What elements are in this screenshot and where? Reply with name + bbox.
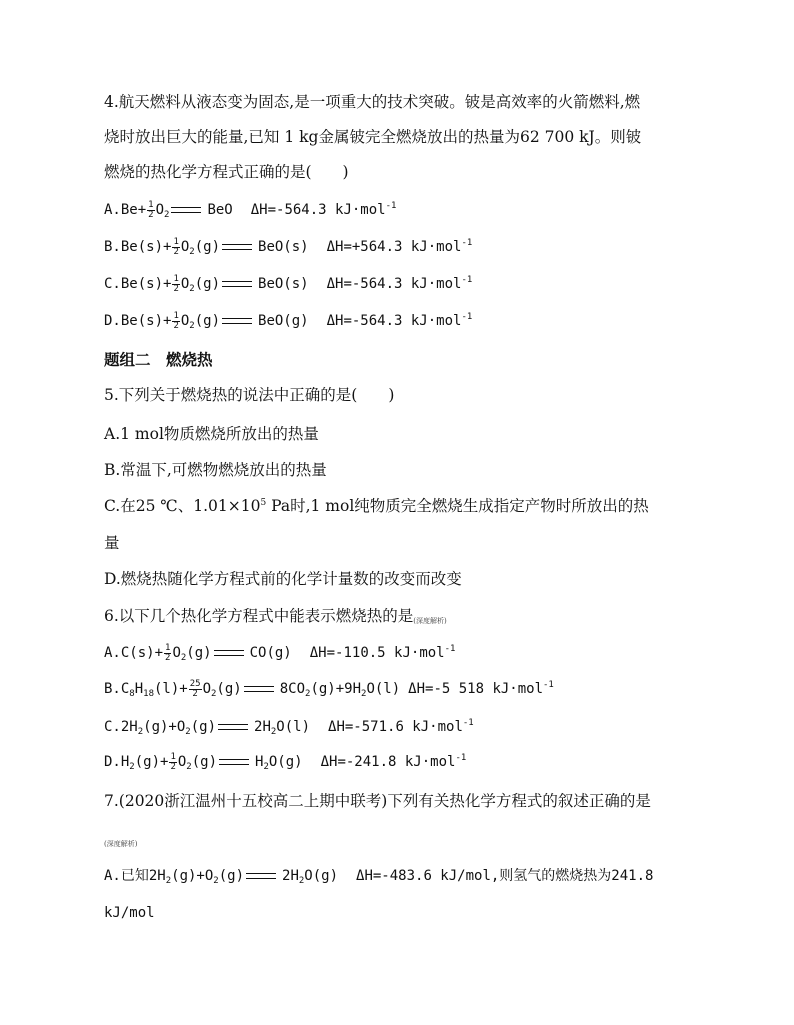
q5-stem: 5.下列关于燃烧热的说法中正确的是( ) — [104, 386, 395, 404]
q5-option-c: C.在25 ℃、$1.01\times 10^5$ Pa时,1 mol纯物质完全燃烧生成指定产物时所放出的热 — [104, 497, 649, 515]
q4-stem-line-1: 4.航天燃料从液态变为固态,是一项重大的技术突破。铍是高效率的火箭燃料,燃 — [104, 93, 641, 111]
fraction-twentyfive-halves: $\frac{25}{2}$ — [189, 678, 201, 699]
fraction-half: $\frac{1}{2}$ — [165, 642, 171, 663]
q6-option-d: $D.H_2(g)+$ $\frac{1}{2}$ $O_2(g)$ $H_2O(g)$ ΔH=-241.8 kJ·mol$^{-1}$ — [104, 751, 467, 772]
q5-option-d: D.燃烧热随化学方程式前的化学计量数的改变而改变 — [104, 570, 462, 588]
equilibrium-arrow-icon — [171, 207, 201, 213]
analysis-tag: (深度解析) — [413, 617, 447, 625]
q4-option-c: C.Be(s)+ $\frac{1}{2}$ $O_2(g)$ BeO(s) ΔH=-564.3 kJ·mol$^{-1}$ — [104, 273, 473, 294]
fraction-half: $\frac{1}{2}$ — [173, 310, 179, 331]
q6-option-a: A.C(s)+ $\frac{1}{2}$ $O_2(g)$ CO(g) ΔH=-110.5 kJ·mol$^{-1}$ — [104, 642, 456, 663]
q5-option-c-continued: 量 — [104, 534, 120, 552]
equilibrium-arrow-icon — [246, 873, 276, 879]
q5-option-b: B.常温下,可燃物燃烧放出的热量 — [104, 461, 327, 479]
equilibrium-arrow-icon — [244, 686, 274, 692]
q7-tag-line — [104, 829, 137, 854]
q6-option-c: $C.2H_2(g)+O_2(g)$ $2H_2O(l)$ ΔH=-571.6 kJ·mol$^{-1}$ — [104, 718, 474, 737]
q5-option-a: A.1 mol物质燃烧所放出的热量 — [104, 425, 319, 443]
equilibrium-arrow-icon — [214, 650, 244, 656]
q7-stem: 7.(2020浙江温州十五校高二上期中联考)下列有关热化学方程式的叙述正确的是 — [104, 792, 651, 810]
equilibrium-arrow-icon — [219, 759, 249, 765]
q4-option-d: D.Be(s)+ $\frac{1}{2}$ $O_2(g)$ BeO(g) ΔH=-564.3 kJ·mol$^{-1}$ — [104, 310, 473, 331]
q4-option-a: A.Be+ $\frac{1}{2}$ $O_2$ BeO ΔH=-564.3 kJ·mol$^{-1}$ — [104, 199, 397, 220]
equilibrium-arrow-icon — [222, 244, 252, 250]
q7-option-a: A.已知$2H_2(g)+O_2(g)$ $2H_2O(g)$ ΔH=-483.6 kJ/mol,则氢气的燃烧热为241.8 — [104, 868, 654, 886]
analysis-tag: (深度解析) — [104, 840, 138, 848]
fraction-half: $\frac{1}{2}$ — [173, 236, 179, 257]
q4-stem-line-2: 烧时放出巨大的能量,已知 1 kg金属铍完全燃烧放出的热量为62 700 kJ。则铍 — [104, 128, 642, 146]
equilibrium-arrow-icon — [222, 318, 252, 324]
q4-option-b: B.Be(s)+ $\frac{1}{2}$ $O_2(g)$ BeO(s) ΔH=+564.3 kJ·mol$^{-1}$ — [104, 236, 473, 257]
equilibrium-arrow-icon — [222, 281, 252, 287]
q6-stem: 6.以下几个热化学方程式中能表示燃烧热的是(深度解析) — [104, 607, 447, 625]
fraction-half: $\frac{1}{2}$ — [170, 751, 176, 772]
fraction-half: $\frac{1}{2}$ — [173, 273, 179, 294]
q7-option-a-continued: kJ/mol — [104, 905, 155, 921]
fraction-half: $\frac{1}{2}$ — [148, 199, 154, 220]
equilibrium-arrow-icon — [218, 724, 248, 730]
section-heading: 题组二 燃烧热 — [104, 351, 213, 369]
q6-option-b: $B.C_8H_{18}(l)+$ $\frac{25}{2}$ $O_2(g)$ $8CO_2(g)+9H_2O(l)$ ΔH=-5 518 kJ·mol$^{-1}$ — [104, 678, 554, 699]
q4-stem-line-3: 燃烧的热化学方程式正确的是( ) — [104, 163, 349, 181]
